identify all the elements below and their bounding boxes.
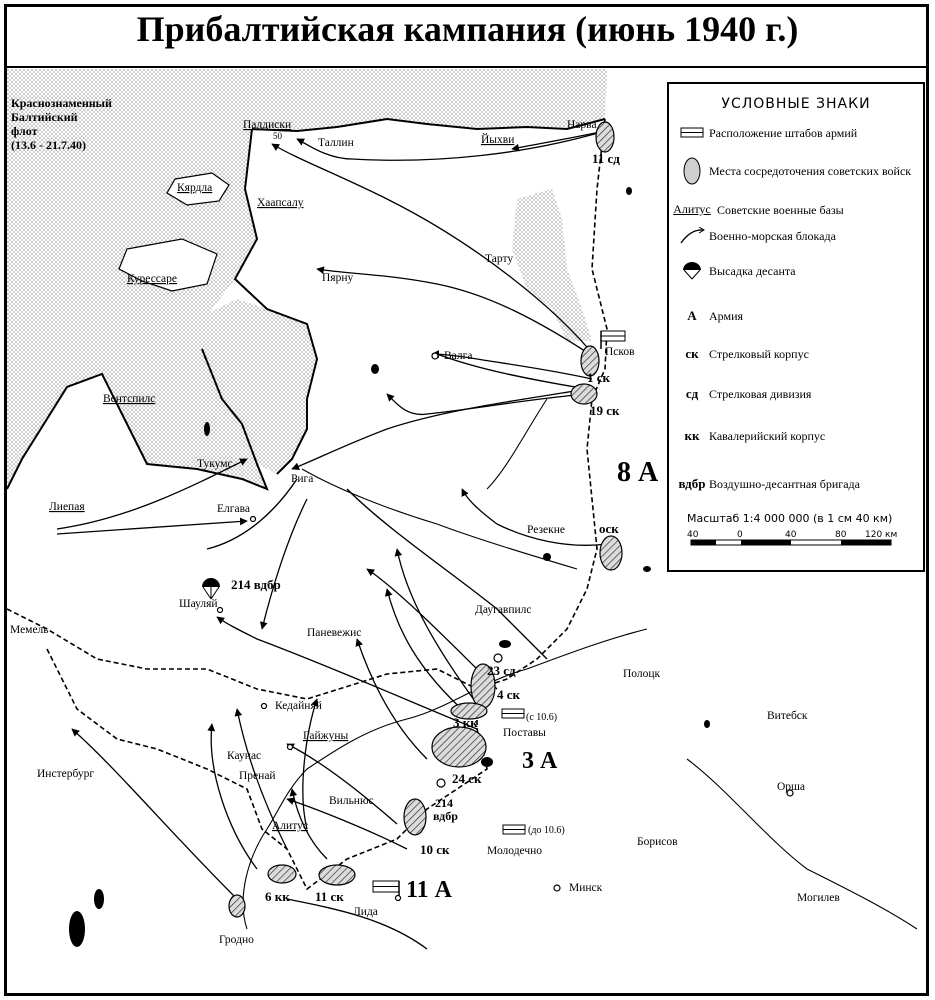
place-kuressare: Курессаре [127, 273, 178, 285]
legend-symbol-army: А [687, 308, 697, 323]
place-postavy: Поставы [503, 727, 546, 739]
legend-item-bases [675, 202, 921, 217]
title-divider [6, 66, 929, 68]
legend-text-vdbr: Воздушно-десантная бригада [709, 477, 860, 491]
legend-symbol-sk: ск [685, 346, 699, 361]
legend-text-army: Армия [709, 309, 744, 323]
hq-molodechno-date: (до 10.6) [528, 825, 565, 836]
place-kaunas: Каунас [227, 750, 262, 762]
legend-text-kk: Кавалерийский корпус [709, 429, 826, 443]
place-vitebsk: Витебск [767, 710, 808, 722]
unit-3kk: 3 кк [453, 715, 478, 730]
place-tartu: Тарту [485, 253, 514, 265]
fleet-label-line1: Краснознаменный [11, 96, 112, 110]
legend-item-vdbr [675, 476, 921, 492]
unit-4sk: 4 ск [497, 687, 521, 702]
place-khaapsalu: Хаапсалу [257, 197, 304, 209]
unit-214-vdbr: вдбр [433, 809, 458, 823]
scale-bar [687, 512, 907, 560]
place-molodechno: Молодечно [487, 845, 543, 857]
lake-peipus [512, 189, 592, 341]
unit-214vdbr: 214 вдбр [231, 577, 281, 592]
unit-osk: оск [599, 521, 619, 536]
hq-flag-postavy [502, 709, 524, 718]
place-riga: Рига [291, 473, 314, 485]
scale-tick-0: 0 [737, 530, 743, 540]
concentration-narva [596, 122, 614, 152]
place-kedaynyay: Кедайняй [275, 700, 322, 712]
gulf-of-finland [247, 69, 607, 131]
place-valga: Валга [444, 350, 473, 362]
legend-text-bases: Советские военные базы [717, 202, 844, 217]
place-alitus: Алитус [272, 820, 308, 832]
place-ventspils: Вентспилс [103, 393, 156, 405]
place-insterburg: Инстербург [37, 768, 95, 780]
unit-19sk: 19 ск [590, 403, 620, 418]
legend-item-landing [675, 262, 921, 280]
parachute-legend-icon [675, 262, 709, 280]
unit-11sd: 11 сд [592, 151, 620, 166]
place-tukums: Тукумс [197, 458, 233, 470]
place-shaulyay: Шауляй [179, 598, 218, 610]
legend-item-army [675, 308, 921, 324]
map-title: Прибалтийская кампания (июнь 1940 г.) [136, 9, 799, 49]
unit-6kk: 6 кк [265, 889, 290, 904]
scale-tick-120: 120 км [865, 530, 898, 540]
place-elgava: Елгава [217, 503, 250, 515]
place-rezekne: Резекне [527, 524, 565, 536]
place-prenay: Пренай [239, 770, 276, 782]
unit-23sd: 23 сд [487, 663, 516, 678]
hq-postavy-date: (с 10.6) [526, 712, 558, 723]
legend-item-kk [675, 428, 921, 444]
place-kyardla: Кярдла [177, 182, 213, 194]
legend-heading: УСЛОВНЫЕ ЗНАКИ [721, 96, 871, 112]
legend-text-sk: Стрелковый корпус [709, 347, 809, 361]
scale-tick-40b: 40 [785, 530, 797, 540]
unit-11a: 11 А [406, 877, 453, 903]
legend-item-concentration [675, 156, 921, 186]
legend-text-concentration: Места сосредоточения советских войск [709, 164, 912, 178]
unit-11sk: 11 ск [315, 889, 344, 904]
place-narva: Нарва [567, 119, 597, 131]
place-paldiski: Палдиски [243, 119, 292, 131]
unit-214-num: 214 [435, 796, 453, 810]
fleet-label-dates: (13.6 - 21.7.40) [11, 138, 86, 152]
place-pyarnu: Пярну [322, 272, 354, 284]
place-memel: Мемель [10, 624, 49, 636]
flag-icon [675, 127, 709, 139]
legend-text-sd: Стрелковая дивизия [709, 387, 812, 401]
unit-3a: 3 А [522, 748, 558, 774]
legend-item-hq [675, 126, 921, 140]
place-iykhvi: Йыхви [481, 134, 515, 146]
unit-8a: 8 А [617, 457, 659, 488]
legend-item-sk [675, 346, 921, 362]
place-orsha: Орша [777, 781, 806, 793]
concentration-6kk [268, 865, 296, 883]
concentration-10sk [404, 799, 426, 835]
arc-arrow-icon [675, 227, 709, 245]
legend-item-sd [675, 386, 921, 402]
place-tallin: Таллин [318, 137, 354, 149]
concentration-24sk [432, 727, 486, 767]
legend-item-blockade [675, 227, 921, 245]
unit-10sk: 10 ск [420, 842, 450, 857]
place-pskov: Псков [605, 346, 635, 358]
place-lida: Лида [353, 906, 378, 918]
concentration-11sk [319, 865, 355, 885]
place-liepaya: Лиепая [49, 501, 85, 513]
legend-symbol-vdbr: вдбр [678, 476, 706, 491]
unit-1sk: 1 ск [587, 370, 611, 385]
place-grodno: Гродно [219, 934, 254, 946]
place-gayzhuny: Гайжуны [303, 730, 349, 742]
legend-symbol-bases: Алитус [673, 202, 711, 216]
place-panevezhis: Паневежис [307, 627, 362, 639]
place-minsk: Минск [569, 882, 603, 894]
hq-flag-molodechno [503, 825, 525, 834]
legend-text-landing: Высадка десанта [709, 264, 796, 278]
fleet-label-line3: флот [11, 124, 38, 138]
scale-tick-80: 80 [835, 530, 847, 540]
unit-24sk: 24 ск [452, 771, 482, 786]
place-mogilev: Могилев [797, 892, 840, 904]
ellipse-icon [675, 156, 709, 186]
scale-text: Масштаб 1:4 000 000 (в 1 см 40 км) [687, 512, 893, 525]
legend-text-hq: Расположение штабов армий [709, 126, 858, 140]
concentration-grodno [229, 895, 245, 917]
legend-text-blockade: Военно-морская блокада [709, 229, 836, 243]
legend-symbol-sd: сд [685, 386, 699, 401]
legend-symbol-kk: кк [684, 428, 700, 443]
legend-panel [667, 82, 925, 572]
place-polotsk: Полоцк [623, 668, 661, 680]
num-50: 50 [273, 131, 282, 141]
concentration-19sk [571, 384, 597, 404]
place-vilnyus: Вильнюс [329, 795, 374, 807]
parachute-icon [202, 578, 220, 599]
place-borisov: Борисов [637, 836, 678, 848]
place-daugavpils: Даугавпилс [475, 604, 532, 616]
scale-ruler [687, 527, 907, 557]
scale-tick-40a: 40 [687, 530, 699, 540]
fleet-label-line2: Балтийский [11, 110, 78, 124]
concentration-osk [600, 536, 622, 570]
